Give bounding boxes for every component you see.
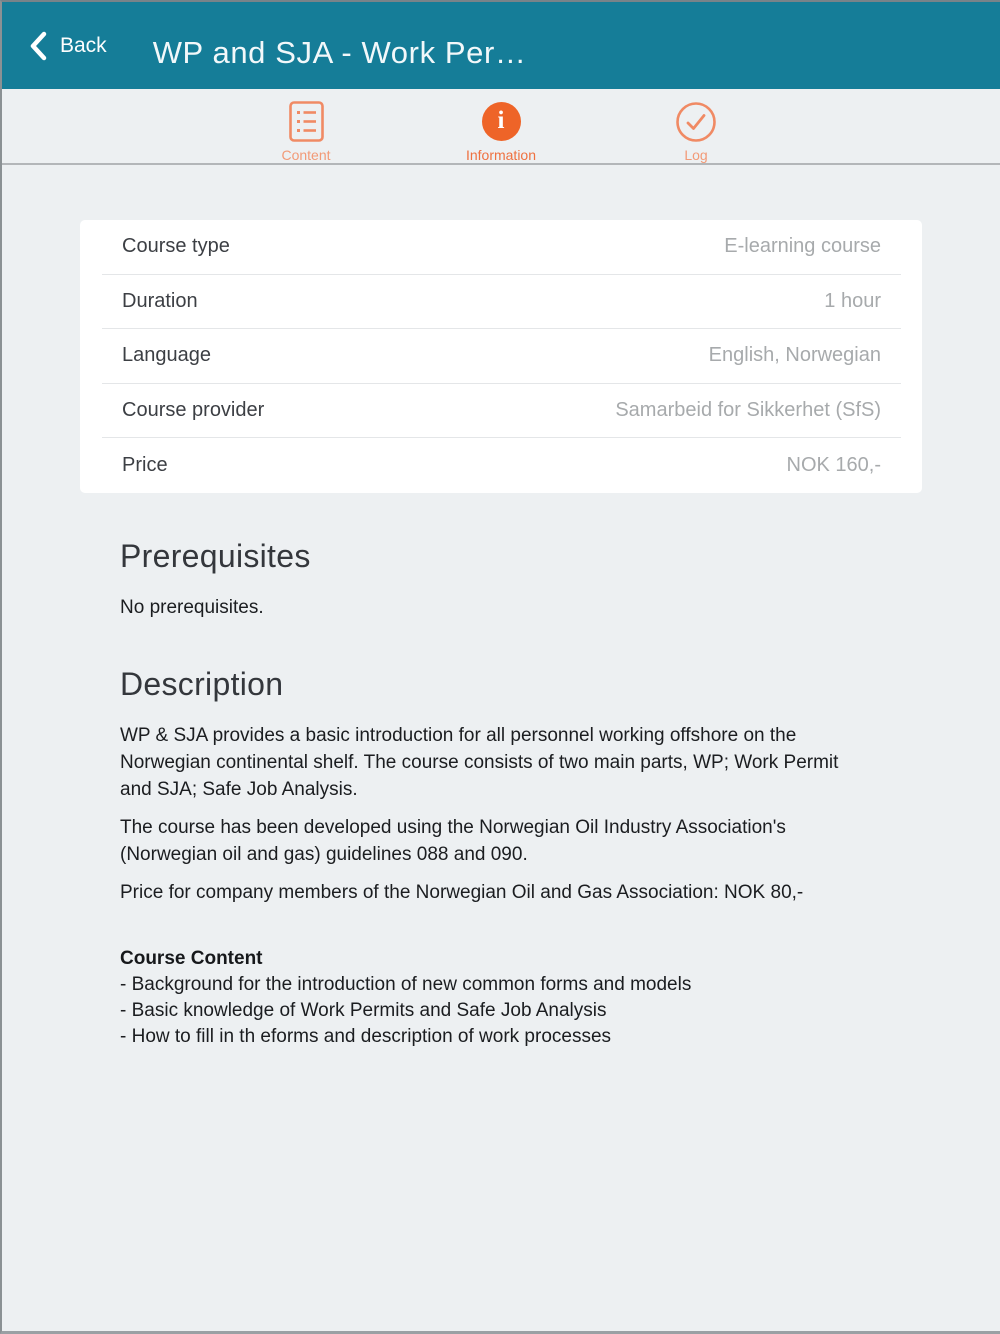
detail-value: 1 hour xyxy=(824,289,881,312)
detail-row-price xyxy=(102,438,901,493)
detail-label: Duration xyxy=(122,289,198,312)
page-title: WP and SJA - Work Per… xyxy=(152,34,527,70)
course-content-block xyxy=(120,946,870,1050)
back-button-label: Back xyxy=(60,33,107,57)
tab-log-label: Log xyxy=(684,147,708,163)
back-button[interactable] xyxy=(29,31,107,61)
course-tabbar xyxy=(2,89,1000,165)
description-paragraph: WP & SJA provides a basic introduction for all personnel working offshore on the Norwegian continental shelf. The course consists of two main parts, WP; Work Permit and SJA; Safe Job Analysis. xyxy=(120,724,839,800)
detail-label: Language xyxy=(122,344,211,367)
detail-label: Course type xyxy=(122,235,230,258)
prerequisites-text: No prerequisites. xyxy=(120,596,264,618)
tab-content[interactable] xyxy=(209,101,404,163)
course-content-item: - Basic knowledge of Work Permits and Safe Job Analysis xyxy=(120,999,607,1021)
detail-row-duration xyxy=(102,275,901,330)
detail-label: Price xyxy=(122,453,168,476)
course-content-item: - How to fill in th eforms and description of work processes xyxy=(120,1025,612,1047)
detail-value: English, Norwegian xyxy=(708,344,881,367)
detail-row-course-provider xyxy=(102,384,901,439)
tab-information-label: Information xyxy=(465,147,537,163)
course-content-heading: Course Content xyxy=(120,947,263,969)
description-paragraph: The course has been developed using the Norwegian Oil Industry Association's (Norwegian oil and gas) guidelines 088 and 090. xyxy=(120,816,786,865)
prerequisites-heading: Prerequisites xyxy=(120,537,311,574)
description-heading: Description xyxy=(120,665,284,702)
tab-log[interactable] xyxy=(599,101,794,163)
list-icon xyxy=(289,101,324,142)
detail-value: Samarbeid for Sikkerhet (SfS) xyxy=(615,398,881,421)
detail-value: NOK 160,- xyxy=(786,453,881,476)
description-paragraph: Price for company members of the Norwegian Oil and Gas Association: NOK 80,- xyxy=(120,881,804,903)
information-panel xyxy=(2,165,1000,1050)
course-text-area xyxy=(80,538,870,1050)
detail-label: Course provider xyxy=(122,398,265,421)
app-header xyxy=(2,2,1000,89)
detail-value: E-learning course xyxy=(724,235,881,258)
detail-row-course-type xyxy=(102,220,901,275)
tab-information[interactable] xyxy=(404,101,599,163)
course-content-item: - Background for the introduction of new common forms and models xyxy=(120,973,692,995)
tab-content-label: Content xyxy=(281,147,331,163)
check-circle-icon xyxy=(675,101,717,142)
detail-row-language xyxy=(102,329,901,384)
chevron-left-icon xyxy=(29,31,48,61)
course-details-card xyxy=(80,220,922,493)
info-icon: i xyxy=(482,101,521,142)
